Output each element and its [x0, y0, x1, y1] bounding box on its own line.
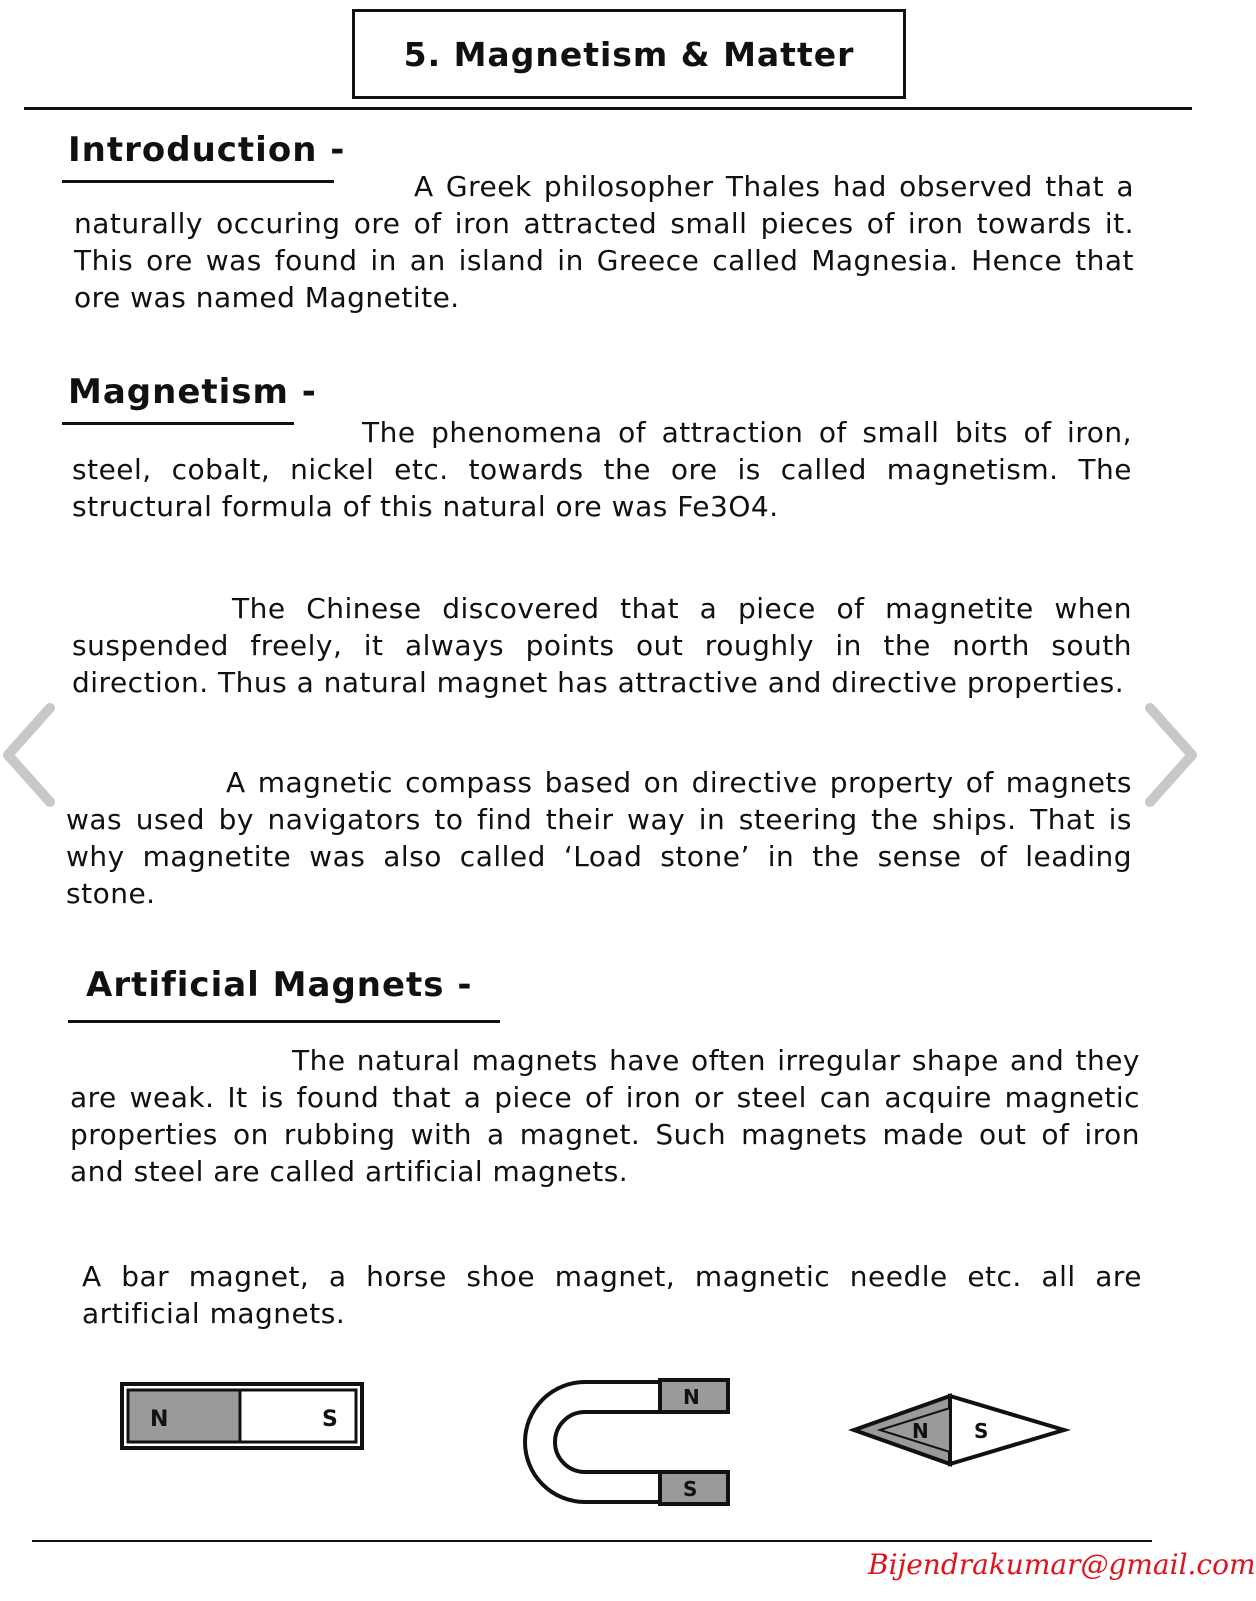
- bar-magnet-north-label: N: [150, 1407, 169, 1432]
- page-title: 5. Magnetism & Matter: [352, 9, 906, 99]
- magnetism-paragraph-3: A magnetic compass based on directive property of magnets was used by navigators to find their way in steering the ships. That is why magnetite was also called ‘Load stone’ in the sense of leading stone.: [66, 766, 1132, 910]
- magnetic-needle-diagram: [850, 1392, 1070, 1468]
- heading-artificial-underline: [68, 1020, 500, 1023]
- artificial-paragraph-2: A bar magnet, a horse shoe magnet, magnetic needle etc. all are artificial magnets.: [82, 1260, 1142, 1330]
- next-page-arrow-icon[interactable]: [1140, 700, 1200, 810]
- bar-magnet-diagram: [120, 1382, 366, 1452]
- heading-introduction: Introduction -: [68, 130, 346, 170]
- bottom-divider: [32, 1540, 1152, 1542]
- bar-magnet-south-label: S: [322, 1407, 338, 1432]
- horseshoe-north-label: N: [683, 1385, 700, 1409]
- horseshoe-south-label: S: [683, 1477, 698, 1501]
- previous-page-arrow-icon[interactable]: [0, 700, 60, 810]
- magnetism-paragraph-2: The Chinese discovered that a piece of magnetite when suspended freely, it always points out roughly in the north south direction. Thus a natural magnet has attractive and directive properties.: [72, 592, 1132, 699]
- needle-south-label: S: [974, 1419, 989, 1443]
- heading-artificial-magnets: Artificial Magnets -: [86, 965, 473, 1005]
- introduction-paragraph: A Greek philosopher Thales had observed that a naturally occuring ore of iron attracted small pieces of iron towards it. This ore was found in an island in Greece called Magnesia. Hence that ore was named Magnetite.: [74, 170, 1134, 314]
- magnetism-paragraph-1: The phenomena of attraction of small bits of iron, steel, cobalt, nickel etc. towards the ore is called magnetism. The structural formula of this natural ore was Fe3O4.: [72, 416, 1132, 523]
- top-divider: [24, 107, 1192, 110]
- artificial-paragraph-1: The natural magnets have often irregular shape and they are weak. It is found that a piece of iron or steel can acquire magnetic properties on rubbing with a magnet. Such magnets made out of iron and steel are called artificial magnets.: [70, 1044, 1140, 1188]
- horseshoe-magnet-diagram: [515, 1368, 745, 1518]
- author-signature: Bijendrakumar@gmail.com: [868, 1548, 1256, 1581]
- heading-magnetism: Magnetism -: [68, 372, 317, 412]
- needle-north-label: N: [912, 1419, 929, 1443]
